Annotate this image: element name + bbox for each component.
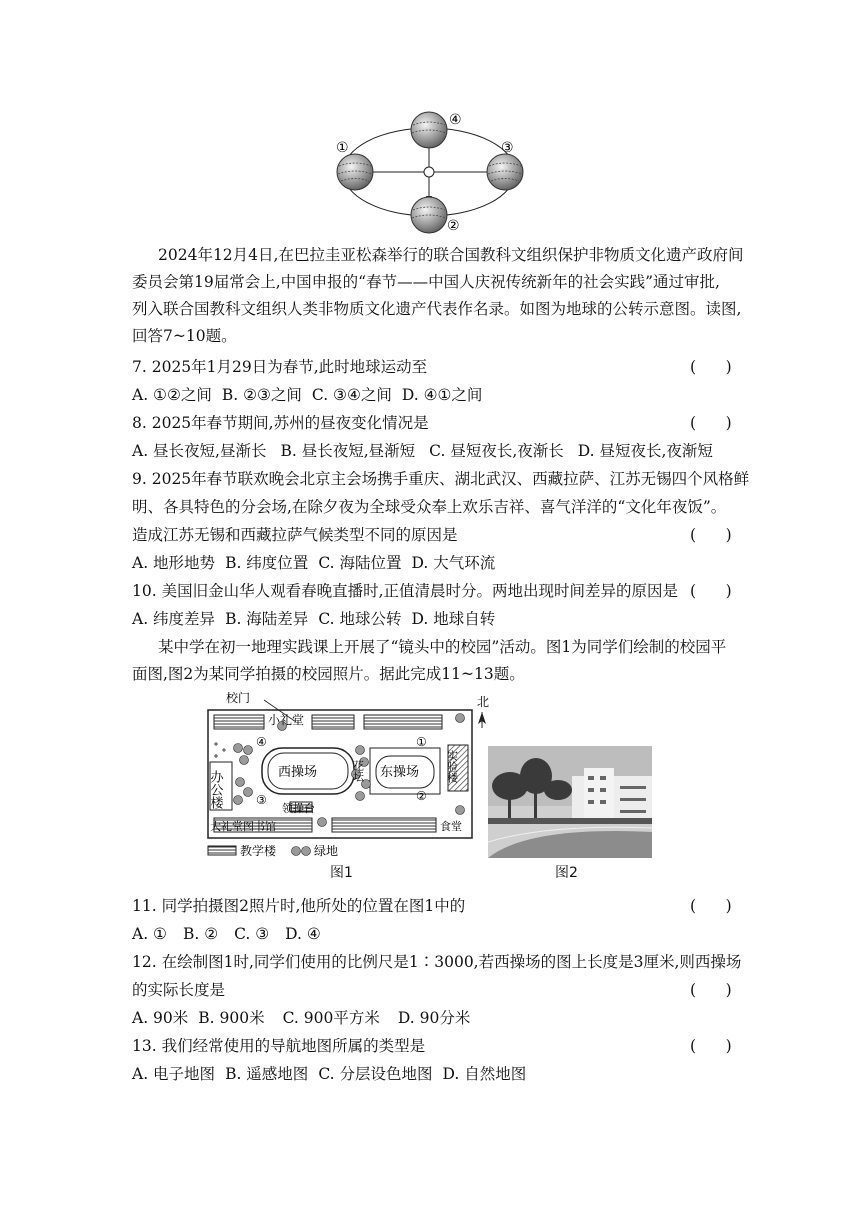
q12-stem-line-1: 12. 在绘制图1时,同学们使用的比例尺是1∶3000,若西操场的图上长度是3厘米,则西操场 xyxy=(132,953,742,971)
q8-option-b: B. 昼长夜短,昼渐短 xyxy=(280,442,416,460)
q10-option-b: B. 海陆差异 xyxy=(225,610,309,628)
q8-answer-paren: ( ) xyxy=(690,414,732,432)
q9-stem-line-2: 明、各具特色的分会场,在除夕夜为全球受众奉上欢乐吉祥、喜气洋洋的“文化年夜饭”。 xyxy=(132,498,727,516)
label-podium: 领操台 xyxy=(282,802,315,815)
q9-option-c: C. 海陆位置 xyxy=(318,554,402,572)
earth-position-4 xyxy=(411,112,447,148)
earth-orbit-diagram xyxy=(325,104,541,234)
q12-options xyxy=(132,1007,732,1029)
q13-options xyxy=(132,1063,732,1085)
q13-option-d: D. 自然地图 xyxy=(442,1065,527,1083)
label-auditorium: 大礼堂图书馆 xyxy=(210,820,276,833)
q9-stem-line-1: 9. 2025年春节联欢晚会北京主会场携手重庆、湖北武汉、西藏拉萨、江苏无锡四个风格鲜 xyxy=(132,470,750,488)
q7-stem: 7. 2025年1月29日为春节,此时地球运动至 xyxy=(132,358,428,376)
label-north: 北 xyxy=(477,695,490,709)
campus-map-figure xyxy=(204,690,494,860)
q13-option-c: C. 分层设色地图 xyxy=(318,1065,433,1083)
label-lab: 实验楼 xyxy=(445,750,459,783)
q7-option-c: C. ③④之间 xyxy=(311,386,392,404)
label-gate: 校门 xyxy=(226,691,251,705)
label-west-field: 西操场 xyxy=(278,765,318,780)
q10-options xyxy=(132,608,732,630)
orbit-label-4: ④ xyxy=(449,112,462,128)
intro2-line-2: 面图,图2为某同学拍摄的校园照片。据此完成11~13题。 xyxy=(132,665,525,683)
label-chapel: 小礼堂 xyxy=(268,713,305,727)
q9-stem-line-3: 造成江苏无锡和西藏拉萨气候类型不同的原因是 xyxy=(132,526,458,544)
q9-option-a: A. 地形地势 xyxy=(132,554,216,572)
q8-stem: 8. 2025年春节期间,苏州的昼夜变化情况是 xyxy=(132,414,429,432)
q7-option-d: D. ④①之间 xyxy=(401,386,483,404)
q11-stem: 11. 同学拍摄图2照片时,他所处的位置在图1中的 xyxy=(132,897,466,915)
q12-option-a: A. 90米 xyxy=(132,1009,189,1027)
north-arrow-icon xyxy=(478,712,486,728)
q12-option-c: C. 900平方米 xyxy=(282,1009,380,1027)
orbit-label-2: ② xyxy=(447,218,460,234)
q8-option-d: D. 昼短夜长,夜渐短 xyxy=(577,442,713,460)
label-garden: 花坛 xyxy=(351,760,365,782)
label-p3: ③ xyxy=(256,793,267,807)
q11-option-b: B. ② xyxy=(182,925,219,943)
intro1-line-1: 2024年12月4日,在巴拉圭亚松森举行的联合国教科文组织保护非物质文化遗产政府间 xyxy=(158,246,744,264)
q10-option-c: C. 地球公转 xyxy=(318,610,402,628)
orbit-label-3: ③ xyxy=(501,140,514,156)
q7-option-a: A. ①②之间 xyxy=(132,386,212,404)
campus-photo xyxy=(488,746,652,858)
intro1-line-2: 委员会第19届常会上,中国申报的“春节——中国人庆祝传统新年的社会实践”通过审批, xyxy=(132,273,720,291)
label-p4: ④ xyxy=(256,735,267,749)
q12-option-b: B. 900米 xyxy=(198,1009,265,1027)
q8-options xyxy=(132,440,732,462)
earth-position-2 xyxy=(411,197,447,233)
q9-option-d: D. 大气环流 xyxy=(411,554,496,572)
q8-option-a: A. 昼长夜短,昼渐长 xyxy=(132,442,267,460)
label-p2: ② xyxy=(416,789,427,803)
legend-green: 绿地 xyxy=(314,844,339,858)
earth-position-3 xyxy=(487,154,523,190)
sun-icon xyxy=(419,162,439,182)
q10-stem: 10. 美国旧金山华人观看春晚直播时,正值清晨时分。两地出现时间差异的原因是 xyxy=(132,582,679,600)
q11-options xyxy=(132,923,732,945)
label-p1: ① xyxy=(416,735,427,749)
intro1-line-4: 回答7~10题。 xyxy=(132,327,237,345)
fig2-caption: 图2 xyxy=(555,865,578,881)
q13-answer-paren: ( ) xyxy=(690,1037,732,1055)
q13-stem: 13. 我们经常使用的导航地图所属的类型是 xyxy=(132,1037,426,1055)
q8-option-c: C. 昼短夜长,夜渐长 xyxy=(429,442,564,460)
q10-option-d: D. 地球自转 xyxy=(411,610,496,628)
q12-stem-line-2: 的实际长度是 xyxy=(132,981,226,999)
q9-answer-paren: ( ) xyxy=(690,526,732,544)
label-canteen: 食堂 xyxy=(440,820,462,833)
q11-answer-paren: ( ) xyxy=(690,897,732,915)
legend-building: 教学楼 xyxy=(240,844,277,858)
q11-option-a: A. ① xyxy=(132,925,167,943)
q10-option-a: A. 纬度差异 xyxy=(132,610,216,628)
q12-option-d: D. 90分米 xyxy=(397,1009,471,1027)
orbit-label-1: ① xyxy=(336,140,349,156)
intro2-line-1: 某中学在初一地理实践课上开展了“镜头中的校园”活动。图1为同学们绘制的校园平 xyxy=(158,638,727,656)
q11-option-d: D. ④ xyxy=(285,925,321,943)
q9-options xyxy=(132,552,732,574)
q13-option-a: A. 电子地图 xyxy=(132,1065,216,1083)
q11-option-c: C. ③ xyxy=(234,925,270,943)
q7-options xyxy=(132,384,732,406)
q7-answer-paren: ( ) xyxy=(690,358,732,376)
q13-option-b: B. 遥感地图 xyxy=(225,1065,309,1083)
earth-position-1 xyxy=(337,154,373,190)
fig1-caption: 图1 xyxy=(330,865,353,881)
label-office: 办公楼 xyxy=(207,770,223,809)
q12-answer-paren: ( ) xyxy=(690,981,732,999)
label-east-field: 东操场 xyxy=(380,765,420,780)
q9-option-b: B. 纬度位置 xyxy=(225,554,309,572)
q7-option-b: B. ②③之间 xyxy=(221,386,302,404)
q10-answer-paren: ( ) xyxy=(690,582,732,600)
intro1-line-3: 列入联合国教科文组织人类非物质文化遗产代表作名录。如图为地球的公转示意图。读图, xyxy=(132,300,742,318)
